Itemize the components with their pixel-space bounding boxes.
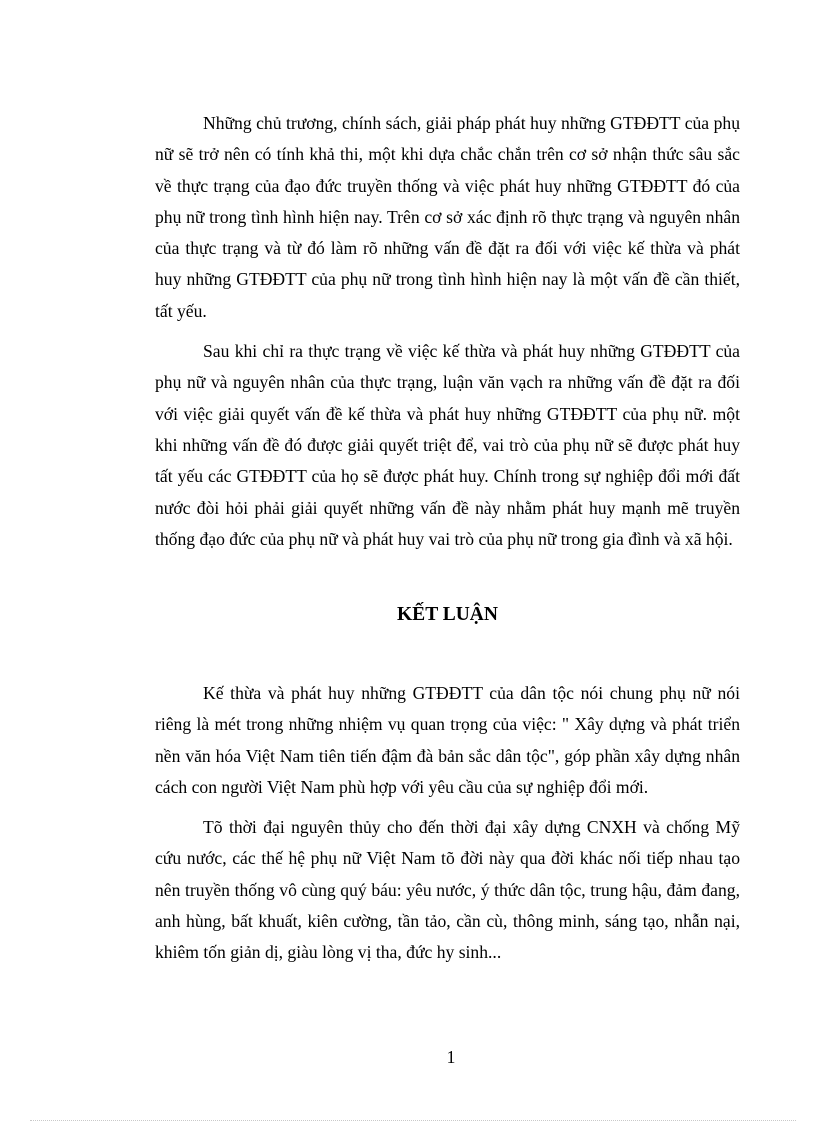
paragraph: Những chủ trương, chính sách, giải pháp phát huy những GTĐĐTT của phụ nữ sẽ trở nên có tính khả thi, một khi dựa chắc chắn trên cơ sở nhận thức sâu sắc về thực trạng của đạo đức truyền thống và việc phát huy những GTĐĐTT đó của phụ nữ trong tình hình hiện nay. Trên cơ sở xác định rõ thực trạng và nguyên nhân của thực trạng và từ đó làm rõ những vấn đề đặt ra đối với việc kế thừa và phát huy những GTĐĐTT của phụ nữ trong tình hình hiện nay là một vấn đề cần thiết, tất yếu.: [155, 113, 740, 321]
paragraph: Kế thừa và phát huy những GTĐĐTT của dân tộc nói chung phụ nữ nói riêng là mét trong những nhiệm vụ quan trọng của việc: " Xây dựng và phát triển nền văn hóa Việt Nam tiên tiến đậm đà bản sắc dân tộc", góp phần xây dựng nhân cách con người Việt Nam phù hợp với yêu cầu của sự nghiệp đổi mới.: [155, 683, 740, 797]
page-bottom-divider: [30, 1120, 796, 1121]
paragraph: Tõ thời đại nguyên thủy cho đến thời đại xây dựng CNXH và chống Mỹ cứu nước, các thế hệ phụ nữ Việt Nam tõ đời này qua đời khác nối tiếp nhau tạo nên truyền thống vô cùng quý báu: yêu nước, ý thức dân tộc, trung hậu, đảm đang, anh hùng, bất khuất, kiên cường, tần tảo, cần cù, thông minh, sáng tạo, nhẫn nại, khiêm tốn giản dị, giàu lòng vị tha, đức hy sinh...: [155, 817, 740, 963]
text-block-conclusion: [155, 678, 740, 969]
page-number: 1: [446, 1047, 456, 1067]
text-block-intro: [155, 108, 740, 555]
paragraph: Sau khi chỉ ra thực trạng về việc kế thừa và phát huy những GTĐĐTT của phụ nữ và nguyên nhân của thực trạng, luận văn vạch ra những vấn đề đặt ra đối với việc giải quyết vấn đề kế thừa và phát huy những GTĐĐTT của phụ nữ. một khi những vấn đề đó được giải quyết triệt để, vai trò của phụ nữ sẽ được phát huy tất yếu các GTĐĐTT của họ sẽ được phát huy. Chính trong sự nghiệp đổi mới đất nước đòi hỏi phải giải quyết những vấn đề này nhằm phát huy mạnh mẽ truyền thống đạo đức của phụ nữ và phát huy vai trò của phụ nữ trong gia đình và xã hội.: [155, 341, 740, 549]
section-heading: KẾT LUẬN: [397, 604, 498, 625]
